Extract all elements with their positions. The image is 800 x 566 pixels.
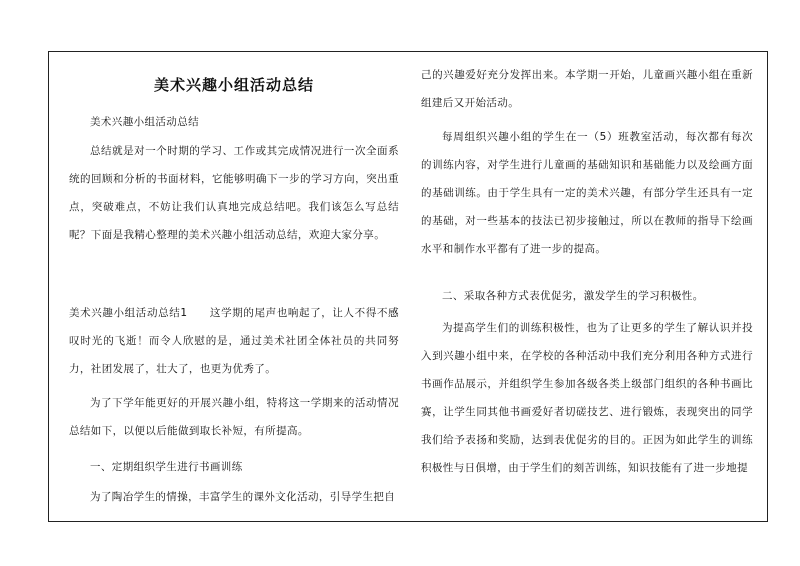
section1-heading: 一、定期组织学生进行书画训练: [90, 461, 243, 473]
right-paragraph-2: 每周组织兴趣小组的学生在一（5）班教室活动，每次都有每次的训练内容，对学生进行儿童画的基础知识和基础能力以及绘画方面的基础训练。由于学生具有一定的美术兴趣，有部分学生还具有一定的基础，对一些基本的技法已初步接触过，所以在教师的指导下绘画水平和制作水平都有了进一步的提高。: [421, 131, 753, 255]
plan-paragraph: 为了下学年能更好的开展兴趣小组，特将这一学期来的活动情况总结如下，以便以后能做到取长补短，有所提高。: [69, 397, 399, 437]
section2-heading: 二、采取各种方式表优促劣，激发学生的学习积极性。: [442, 290, 704, 302]
right-paragraph-3: 为提高学生们的训练积极性，也为了让更多的学生了解认识并投入到兴趣小组中来，在学校的各种活动中我们充分利用各种方式进行书画作品展示，并组织学生参加各级各类上级部门组织的各种书画比赛，让学生同其他书画爱好者切磋技艺、进行锻炼，表现突出的同学我们给予表扬和奖励，达到表优促劣的目的。正因为如此学生的训练积极性与日俱增，由于学生们的刻苦训练，知识技能有了进一步地提: [421, 322, 753, 474]
summary-heading-paragraph: 美术兴趣小组活动总结1 这学期的尾声也响起了，让人不得不感叹时光的飞逝！而令人欣慰的是，通过美术社团全体社员的共同努力，社团发展了，壮大了，也更为优秀了。: [69, 307, 399, 375]
document-frame: [48, 51, 768, 522]
document-title: 美术兴趣小组活动总结: [153, 76, 314, 94]
right-paragraph-1: 己的兴趣爱好充分发挥出来。本学期一开始，儿童画兴趣小组在重新组建后又开始活动。: [421, 69, 753, 109]
subtitle-paragraph: 美术兴趣小组活动总结: [90, 116, 199, 128]
intro-paragraph: 总结就是对一个时期的学习、工作或其完成情况进行一次全面系统的回顾和分析的书面材料，它能够明确下一步的学习方向，突出重点，突破难点，不妨让我们认真地完成总结吧。我们该怎么写总结呢？下面是我精心整理的美术兴趣小组活动总结，欢迎大家分享。: [69, 145, 399, 241]
section1-body: 为了陶冶学生的情操，丰富学生的课外文化活动，引导学生把自: [90, 491, 396, 503]
